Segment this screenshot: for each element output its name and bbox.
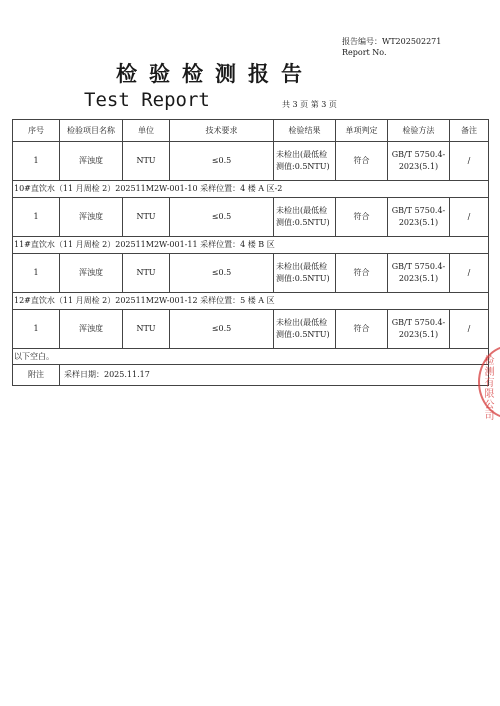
- cell-no: 1: [13, 310, 60, 349]
- test-results-table: [12, 119, 489, 386]
- cell-method: GB/T 5750.4-2023(5.1): [388, 254, 450, 293]
- cell-requirement: ≤0.5: [170, 142, 274, 181]
- sample-info-row: [13, 181, 489, 198]
- report-title-cn: 检验检测报告: [116, 61, 314, 86]
- table-row: [13, 310, 489, 349]
- cell-method: GB/T 5750.4-2023(5.1): [388, 142, 450, 181]
- header-result: 检验结果: [274, 120, 336, 142]
- cell-item: 浑浊度: [60, 310, 123, 349]
- cell-unit: NTU: [123, 198, 170, 237]
- cell-no: 1: [13, 142, 60, 181]
- cell-requirement: ≤0.5: [170, 310, 274, 349]
- report-number-label: 报告编号：WT202502271: [342, 37, 442, 46]
- page-info: 共 3 页 第 3 页: [282, 100, 337, 109]
- report-number: [342, 36, 441, 58]
- header-requirement: 技术要求: [170, 120, 274, 142]
- company-seal-text: 检测有限公司: [482, 355, 493, 421]
- note-label: 附注: [13, 365, 60, 386]
- sample-info-row: [13, 237, 489, 254]
- cell-result: 未检出(最低检测值:0.5NTU): [274, 310, 336, 349]
- cell-remark: /: [450, 142, 489, 181]
- cell-requirement: ≤0.5: [170, 254, 274, 293]
- header-judgement: 单项判定: [336, 120, 388, 142]
- cell-remark: /: [450, 310, 489, 349]
- cell-method: GB/T 5750.4-2023(5.1): [388, 198, 450, 237]
- cell-no: 1: [13, 254, 60, 293]
- note-text: 采样日期：2025.11.17: [60, 365, 489, 386]
- cell-remark: /: [450, 198, 489, 237]
- report-number-en: Report No.: [342, 48, 387, 57]
- cell-result: 未检出(最低检测值:0.5NTU): [274, 198, 336, 237]
- cell-item: 浑浊度: [60, 142, 123, 181]
- cell-judgement: 符合: [336, 198, 388, 237]
- cell-result: 未检出(最低检测值:0.5NTU): [274, 142, 336, 181]
- sample-info: 10#直饮水（11 月周检 2）202511M2W-001-10 采样位置：4 楼 A 区-2: [13, 181, 489, 198]
- sample-info: 12#直饮水（11 月周检 2）202511M2W-001-12 采样位置：5 楼 A 区: [13, 293, 489, 310]
- cell-judgement: 符合: [336, 310, 388, 349]
- header-no: 序号: [13, 120, 60, 142]
- report-title-en: Test Report: [84, 89, 210, 111]
- header-unit: 单位: [123, 120, 170, 142]
- note-row: [13, 365, 489, 386]
- table-row: [13, 198, 489, 237]
- cell-item: 浑浊度: [60, 198, 123, 237]
- sample-info: 11#直饮水（11 月周检 2）202511M2W-001-11 采样位置：4 楼 B 区: [13, 237, 489, 254]
- blank-row: [13, 349, 489, 365]
- cell-method: GB/T 5750.4-2023(5.1): [388, 310, 450, 349]
- cell-item: 浑浊度: [60, 254, 123, 293]
- header-item: 检验项目名称: [60, 120, 123, 142]
- cell-judgement: 符合: [336, 254, 388, 293]
- table-header-row: [13, 120, 489, 142]
- cell-remark: /: [450, 254, 489, 293]
- cell-judgement: 符合: [336, 142, 388, 181]
- sample-info-row: [13, 293, 489, 310]
- cell-unit: NTU: [123, 254, 170, 293]
- cell-unit: NTU: [123, 310, 170, 349]
- cell-no: 1: [13, 198, 60, 237]
- cell-result: 未检出(最低检测值:0.5NTU): [274, 254, 336, 293]
- blank-note: 以下空白。: [13, 349, 489, 365]
- header-remark: 备注: [450, 120, 489, 142]
- table-row: [13, 254, 489, 293]
- header-method: 检验方法: [388, 120, 450, 142]
- cell-requirement: ≤0.5: [170, 198, 274, 237]
- cell-unit: NTU: [123, 142, 170, 181]
- table-row: [13, 142, 489, 181]
